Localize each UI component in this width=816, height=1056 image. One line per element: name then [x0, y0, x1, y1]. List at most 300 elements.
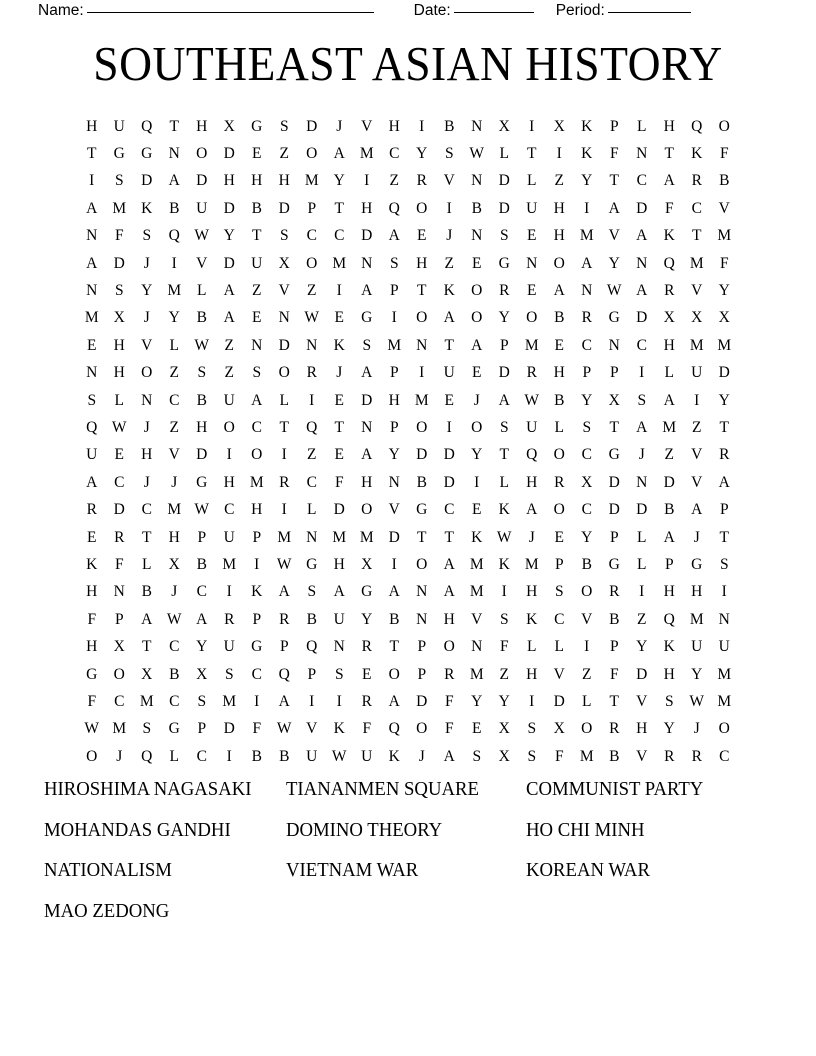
grid-cell[interactable]: S: [582, 418, 592, 436]
grid-cell[interactable]: F: [114, 227, 124, 245]
grid-cell[interactable]: Q: [306, 638, 318, 656]
grid-cell[interactable]: T: [609, 172, 619, 190]
grid-cell[interactable]: O: [306, 254, 318, 272]
grid-cell[interactable]: J: [446, 227, 453, 245]
grid-cell[interactable]: M: [359, 528, 374, 546]
grid-cell[interactable]: F: [499, 638, 509, 656]
grid-cell[interactable]: W: [304, 309, 320, 327]
grid-cell[interactable]: I: [419, 364, 425, 382]
grid-cell[interactable]: V: [141, 336, 153, 354]
grid-cell[interactable]: D: [636, 199, 648, 217]
grid-cell[interactable]: N: [86, 364, 98, 382]
grid-cell[interactable]: V: [608, 227, 620, 245]
grid-cell[interactable]: R: [609, 583, 620, 601]
grid-cell[interactable]: Y: [581, 172, 593, 190]
grid-cell[interactable]: W: [111, 418, 127, 436]
grid-cell[interactable]: U: [223, 638, 235, 656]
grid-cell[interactable]: V: [278, 282, 290, 300]
date-input-rule[interactable]: [454, 12, 534, 13]
grid-cell[interactable]: A: [718, 473, 730, 491]
grid-cell[interactable]: R: [609, 720, 620, 738]
grid-cell[interactable]: M: [332, 254, 347, 272]
grid-cell[interactable]: A: [223, 309, 235, 327]
grid-cell[interactable]: H: [663, 583, 675, 601]
grid-cell[interactable]: I: [364, 172, 370, 190]
grid-cell[interactable]: Y: [691, 665, 703, 683]
grid-cell[interactable]: M: [167, 501, 182, 519]
grid-cell[interactable]: W: [84, 720, 100, 738]
grid-cell[interactable]: K: [663, 638, 675, 656]
grid-cell[interactable]: M: [139, 692, 154, 710]
grid-cell[interactable]: R: [691, 747, 702, 765]
grid-cell[interactable]: E: [472, 254, 482, 272]
grid-cell[interactable]: A: [443, 747, 455, 765]
grid-cell[interactable]: C: [169, 391, 180, 409]
word-list-item[interactable]: NATIONALISM: [44, 860, 172, 881]
grid-cell[interactable]: C: [114, 473, 125, 491]
grid-cell[interactable]: S: [114, 282, 124, 300]
grid-cell[interactable]: Z: [224, 364, 234, 382]
grid-cell[interactable]: K: [581, 117, 593, 135]
grid-cell[interactable]: S: [279, 227, 289, 245]
grid-cell[interactable]: R: [224, 610, 235, 628]
grid-cell[interactable]: Z: [389, 172, 399, 190]
grid-cell[interactable]: A: [86, 473, 98, 491]
grid-cell[interactable]: S: [142, 720, 152, 738]
grid-cell[interactable]: P: [609, 528, 619, 546]
grid-cell[interactable]: J: [528, 528, 535, 546]
grid-cell[interactable]: F: [444, 720, 454, 738]
grid-cell[interactable]: H: [168, 528, 180, 546]
grid-cell[interactable]: C: [636, 172, 647, 190]
grid-cell[interactable]: A: [86, 254, 98, 272]
grid-cell[interactable]: M: [717, 692, 732, 710]
grid-cell[interactable]: A: [388, 227, 400, 245]
grid-cell[interactable]: O: [86, 747, 98, 765]
grid-cell[interactable]: B: [554, 309, 565, 327]
grid-cell[interactable]: U: [86, 446, 98, 464]
grid-cell[interactable]: N: [471, 172, 483, 190]
grid-cell[interactable]: K: [141, 199, 153, 217]
grid-cell[interactable]: O: [526, 309, 538, 327]
grid-cell[interactable]: E: [527, 227, 537, 245]
grid-cell[interactable]: I: [309, 391, 315, 409]
grid-cell[interactable]: X: [608, 391, 620, 409]
grid-cell[interactable]: S: [389, 254, 399, 272]
grid-cell[interactable]: H: [86, 117, 98, 135]
grid-cell[interactable]: E: [417, 227, 427, 245]
grid-cell[interactable]: H: [663, 336, 675, 354]
grid-cell[interactable]: M: [304, 172, 319, 190]
grid-cell[interactable]: Z: [224, 336, 234, 354]
grid-cell[interactable]: M: [112, 720, 127, 738]
grid-cell[interactable]: A: [443, 309, 455, 327]
grid-cell[interactable]: E: [527, 282, 537, 300]
grid-cell[interactable]: T: [664, 145, 674, 163]
grid-cell[interactable]: H: [333, 555, 345, 573]
grid-cell[interactable]: P: [252, 528, 262, 546]
grid-cell[interactable]: M: [579, 227, 594, 245]
grid-cell[interactable]: O: [141, 364, 153, 382]
grid-cell[interactable]: B: [581, 555, 592, 573]
grid-cell[interactable]: P: [664, 555, 674, 573]
grid-cell[interactable]: A: [388, 692, 400, 710]
grid-cell[interactable]: B: [416, 473, 427, 491]
grid-cell[interactable]: I: [474, 473, 480, 491]
grid-cell[interactable]: J: [336, 117, 343, 135]
grid-cell[interactable]: V: [718, 199, 730, 217]
grid-cell[interactable]: R: [114, 528, 125, 546]
grid-cell[interactable]: H: [526, 583, 538, 601]
grid-cell[interactable]: Q: [141, 117, 153, 135]
word-list-item[interactable]: HIROSHIMA NAGASAKI: [44, 779, 252, 800]
grid-cell[interactable]: I: [226, 446, 232, 464]
grid-cell[interactable]: X: [498, 117, 510, 135]
grid-cell[interactable]: X: [361, 555, 373, 573]
grid-cell[interactable]: J: [336, 364, 343, 382]
grid-cell[interactable]: K: [86, 555, 98, 573]
grid-cell[interactable]: B: [609, 610, 620, 628]
grid-cell[interactable]: R: [581, 309, 592, 327]
grid-cell[interactable]: D: [636, 501, 648, 519]
grid-cell[interactable]: R: [361, 692, 372, 710]
grid-cell[interactable]: I: [584, 638, 590, 656]
grid-cell[interactable]: D: [498, 172, 510, 190]
grid-cell[interactable]: M: [524, 336, 539, 354]
grid-cell[interactable]: L: [114, 391, 124, 409]
grid-cell[interactable]: A: [663, 391, 675, 409]
grid-cell[interactable]: P: [389, 418, 399, 436]
grid-cell[interactable]: F: [609, 145, 619, 163]
grid-cell[interactable]: M: [469, 665, 484, 683]
grid-cell[interactable]: X: [278, 254, 290, 272]
grid-cell[interactable]: G: [306, 555, 318, 573]
grid-cell[interactable]: Q: [663, 254, 675, 272]
grid-cell[interactable]: F: [609, 665, 619, 683]
grid-cell[interactable]: A: [388, 583, 400, 601]
grid-cell[interactable]: D: [663, 473, 675, 491]
grid-cell[interactable]: H: [663, 117, 675, 135]
grid-cell[interactable]: I: [529, 692, 535, 710]
grid-cell[interactable]: M: [84, 309, 99, 327]
grid-cell[interactable]: B: [251, 199, 262, 217]
grid-cell[interactable]: A: [663, 528, 675, 546]
word-list-item[interactable]: COMMUNIST PARTY: [526, 779, 704, 800]
grid-cell[interactable]: H: [223, 172, 235, 190]
grid-cell[interactable]: B: [169, 199, 180, 217]
grid-cell[interactable]: N: [388, 473, 400, 491]
grid-cell[interactable]: C: [581, 446, 592, 464]
grid-cell[interactable]: U: [251, 254, 263, 272]
grid-cell[interactable]: J: [143, 418, 150, 436]
grid-cell[interactable]: G: [168, 720, 180, 738]
grid-cell[interactable]: P: [197, 528, 207, 546]
grid-cell[interactable]: M: [112, 199, 127, 217]
grid-cell[interactable]: O: [278, 364, 290, 382]
grid-cell[interactable]: H: [553, 227, 565, 245]
grid-cell[interactable]: K: [498, 501, 510, 519]
grid-cell[interactable]: I: [584, 199, 590, 217]
grid-cell[interactable]: G: [361, 309, 373, 327]
grid-cell[interactable]: D: [498, 199, 510, 217]
grid-cell[interactable]: R: [416, 172, 427, 190]
grid-cell[interactable]: P: [197, 720, 207, 738]
grid-cell[interactable]: A: [636, 418, 648, 436]
grid-cell[interactable]: V: [443, 172, 455, 190]
grid-cell[interactable]: H: [361, 473, 373, 491]
grid-cell[interactable]: E: [114, 446, 124, 464]
grid-cell[interactable]: H: [223, 473, 235, 491]
grid-cell[interactable]: I: [336, 282, 342, 300]
grid-cell[interactable]: I: [254, 555, 260, 573]
grid-cell[interactable]: D: [416, 446, 428, 464]
grid-cell[interactable]: I: [171, 254, 177, 272]
grid-cell[interactable]: V: [581, 610, 593, 628]
grid-cell[interactable]: H: [553, 199, 565, 217]
grid-cell[interactable]: C: [224, 501, 235, 519]
grid-cell[interactable]: H: [691, 583, 703, 601]
grid-cell[interactable]: N: [471, 117, 483, 135]
grid-cell[interactable]: S: [637, 391, 647, 409]
grid-cell[interactable]: X: [691, 309, 703, 327]
grid-cell[interactable]: S: [197, 692, 207, 710]
grid-cell[interactable]: E: [472, 501, 482, 519]
grid-cell[interactable]: E: [334, 309, 344, 327]
grid-cell[interactable]: N: [113, 583, 125, 601]
grid-cell[interactable]: S: [499, 227, 509, 245]
grid-cell[interactable]: G: [416, 501, 428, 519]
grid-cell[interactable]: L: [637, 528, 647, 546]
grid-cell[interactable]: Z: [444, 254, 454, 272]
grid-cell[interactable]: H: [663, 665, 675, 683]
grid-cell[interactable]: C: [196, 747, 207, 765]
grid-cell[interactable]: P: [417, 638, 427, 656]
grid-cell[interactable]: G: [251, 117, 263, 135]
grid-cell[interactable]: T: [609, 692, 619, 710]
grid-cell[interactable]: D: [306, 117, 318, 135]
grid-cell[interactable]: U: [691, 638, 703, 656]
grid-cell[interactable]: T: [142, 528, 152, 546]
grid-cell[interactable]: A: [553, 282, 565, 300]
grid-cell[interactable]: I: [694, 391, 700, 409]
grid-cell[interactable]: Z: [554, 172, 564, 190]
grid-cell[interactable]: Z: [307, 282, 317, 300]
grid-cell[interactable]: M: [414, 391, 429, 409]
grid-cell[interactable]: O: [553, 446, 565, 464]
grid-cell[interactable]: I: [226, 747, 232, 765]
grid-cell[interactable]: K: [581, 145, 593, 163]
grid-cell[interactable]: R: [499, 282, 510, 300]
grid-cell[interactable]: A: [691, 501, 703, 519]
grid-cell[interactable]: Y: [416, 145, 428, 163]
grid-cell[interactable]: Y: [196, 638, 208, 656]
grid-cell[interactable]: D: [416, 692, 428, 710]
grid-cell[interactable]: Q: [526, 446, 538, 464]
grid-cell[interactable]: N: [718, 610, 730, 628]
grid-cell[interactable]: J: [473, 391, 480, 409]
grid-cell[interactable]: V: [196, 254, 208, 272]
grid-cell[interactable]: M: [717, 665, 732, 683]
grid-cell[interactable]: N: [361, 254, 373, 272]
grid-cell[interactable]: C: [334, 227, 345, 245]
grid-cell[interactable]: J: [638, 446, 645, 464]
grid-cell[interactable]: D: [443, 446, 455, 464]
grid-cell[interactable]: X: [113, 638, 125, 656]
grid-cell[interactable]: R: [554, 473, 565, 491]
grid-cell[interactable]: Y: [718, 391, 730, 409]
grid-cell[interactable]: D: [388, 528, 400, 546]
grid-cell[interactable]: B: [279, 747, 290, 765]
grid-cell[interactable]: I: [254, 692, 260, 710]
grid-cell[interactable]: O: [361, 501, 373, 519]
grid-cell[interactable]: L: [554, 638, 564, 656]
grid-cell[interactable]: Q: [691, 117, 703, 135]
grid-cell[interactable]: N: [361, 418, 373, 436]
grid-cell[interactable]: Y: [498, 309, 510, 327]
grid-cell[interactable]: K: [388, 747, 400, 765]
grid-cell[interactable]: I: [501, 583, 507, 601]
grid-cell[interactable]: R: [444, 665, 455, 683]
grid-cell[interactable]: L: [499, 473, 509, 491]
grid-cell[interactable]: O: [223, 418, 235, 436]
grid-cell[interactable]: P: [389, 282, 399, 300]
grid-cell[interactable]: O: [553, 254, 565, 272]
period-input-rule[interactable]: [608, 12, 691, 13]
grid-cell[interactable]: Y: [333, 172, 345, 190]
grid-cell[interactable]: Z: [307, 446, 317, 464]
grid-cell[interactable]: M: [717, 336, 732, 354]
grid-cell[interactable]: E: [472, 364, 482, 382]
grid-cell[interactable]: L: [637, 117, 647, 135]
grid-cell[interactable]: S: [307, 583, 317, 601]
grid-cell[interactable]: I: [721, 583, 727, 601]
grid-cell[interactable]: Y: [471, 446, 483, 464]
grid-cell[interactable]: S: [472, 747, 482, 765]
grid-cell[interactable]: L: [527, 172, 537, 190]
grid-cell[interactable]: F: [362, 720, 372, 738]
grid-cell[interactable]: Y: [168, 309, 180, 327]
grid-cell[interactable]: V: [691, 282, 703, 300]
grid-cell[interactable]: K: [333, 336, 345, 354]
grid-cell[interactable]: L: [169, 747, 179, 765]
grid-cell[interactable]: E: [444, 391, 454, 409]
grid-cell[interactable]: M: [524, 555, 539, 573]
grid-cell[interactable]: N: [526, 254, 538, 272]
grid-cell[interactable]: D: [113, 501, 125, 519]
grid-cell[interactable]: M: [222, 555, 237, 573]
grid-cell[interactable]: J: [693, 720, 700, 738]
grid-cell[interactable]: I: [419, 117, 425, 135]
grid-cell[interactable]: A: [278, 583, 290, 601]
grid-cell[interactable]: H: [86, 638, 98, 656]
word-list-item[interactable]: KOREAN WAR: [526, 860, 650, 881]
grid-cell[interactable]: L: [307, 501, 317, 519]
grid-cell[interactable]: H: [141, 446, 153, 464]
grid-cell[interactable]: H: [251, 501, 263, 519]
grid-cell[interactable]: Z: [169, 364, 179, 382]
grid-cell[interactable]: U: [526, 199, 538, 217]
grid-cell[interactable]: Z: [582, 665, 592, 683]
grid-cell[interactable]: P: [114, 610, 124, 628]
grid-cell[interactable]: B: [471, 199, 482, 217]
word-list-item[interactable]: VIETNAM WAR: [286, 860, 419, 881]
grid-cell[interactable]: N: [416, 610, 428, 628]
grid-cell[interactable]: O: [443, 638, 455, 656]
grid-cell[interactable]: M: [332, 528, 347, 546]
grid-cell[interactable]: U: [443, 364, 455, 382]
grid-cell[interactable]: H: [526, 665, 538, 683]
grid-cell[interactable]: C: [114, 692, 125, 710]
grid-cell[interactable]: T: [499, 446, 509, 464]
grid-cell[interactable]: N: [168, 145, 180, 163]
grid-cell[interactable]: B: [554, 391, 565, 409]
grid-cell[interactable]: G: [113, 145, 125, 163]
grid-cell[interactable]: D: [196, 172, 208, 190]
grid-cell[interactable]: D: [196, 446, 208, 464]
grid-cell[interactable]: T: [719, 528, 729, 546]
grid-cell[interactable]: Q: [86, 418, 98, 436]
grid-cell[interactable]: J: [143, 473, 150, 491]
grid-cell[interactable]: B: [141, 583, 152, 601]
grid-cell[interactable]: K: [498, 555, 510, 573]
grid-cell[interactable]: S: [664, 692, 674, 710]
grid-cell[interactable]: M: [249, 473, 264, 491]
grid-cell[interactable]: W: [469, 145, 485, 163]
grid-cell[interactable]: Q: [141, 747, 153, 765]
grid-cell[interactable]: N: [636, 473, 648, 491]
grid-cell[interactable]: Q: [278, 665, 290, 683]
grid-cell[interactable]: T: [142, 638, 152, 656]
grid-cell[interactable]: P: [279, 638, 289, 656]
grid-cell[interactable]: V: [306, 720, 318, 738]
grid-cell[interactable]: U: [223, 528, 235, 546]
grid-cell[interactable]: C: [691, 199, 702, 217]
grid-cell[interactable]: K: [471, 528, 483, 546]
grid-cell[interactable]: O: [471, 418, 483, 436]
grid-cell[interactable]: M: [277, 528, 292, 546]
grid-cell[interactable]: S: [334, 665, 344, 683]
grid-cell[interactable]: R: [279, 473, 290, 491]
grid-cell[interactable]: C: [554, 610, 565, 628]
grid-cell[interactable]: T: [527, 145, 537, 163]
grid-cell[interactable]: C: [196, 583, 207, 601]
grid-cell[interactable]: O: [306, 145, 318, 163]
grid-cell[interactable]: M: [689, 336, 704, 354]
grid-cell[interactable]: X: [498, 720, 510, 738]
grid-cell[interactable]: V: [471, 610, 483, 628]
grid-cell[interactable]: C: [169, 692, 180, 710]
grid-cell[interactable]: A: [278, 692, 290, 710]
grid-cell[interactable]: J: [143, 254, 150, 272]
grid-cell[interactable]: U: [113, 117, 125, 135]
grid-cell[interactable]: X: [223, 117, 235, 135]
grid-cell[interactable]: N: [636, 254, 648, 272]
grid-cell[interactable]: V: [168, 446, 180, 464]
grid-cell[interactable]: P: [252, 610, 262, 628]
grid-cell[interactable]: W: [689, 692, 705, 710]
grid-cell[interactable]: Y: [608, 254, 620, 272]
grid-cell[interactable]: L: [637, 555, 647, 573]
grid-cell[interactable]: O: [416, 418, 428, 436]
grid-cell[interactable]: U: [223, 391, 235, 409]
grid-cell[interactable]: F: [444, 692, 454, 710]
grid-cell[interactable]: K: [691, 145, 703, 163]
grid-cell[interactable]: I: [336, 692, 342, 710]
grid-cell[interactable]: N: [471, 638, 483, 656]
grid-cell[interactable]: T: [417, 282, 427, 300]
grid-cell[interactable]: Z: [279, 145, 289, 163]
grid-cell[interactable]: D: [553, 692, 565, 710]
